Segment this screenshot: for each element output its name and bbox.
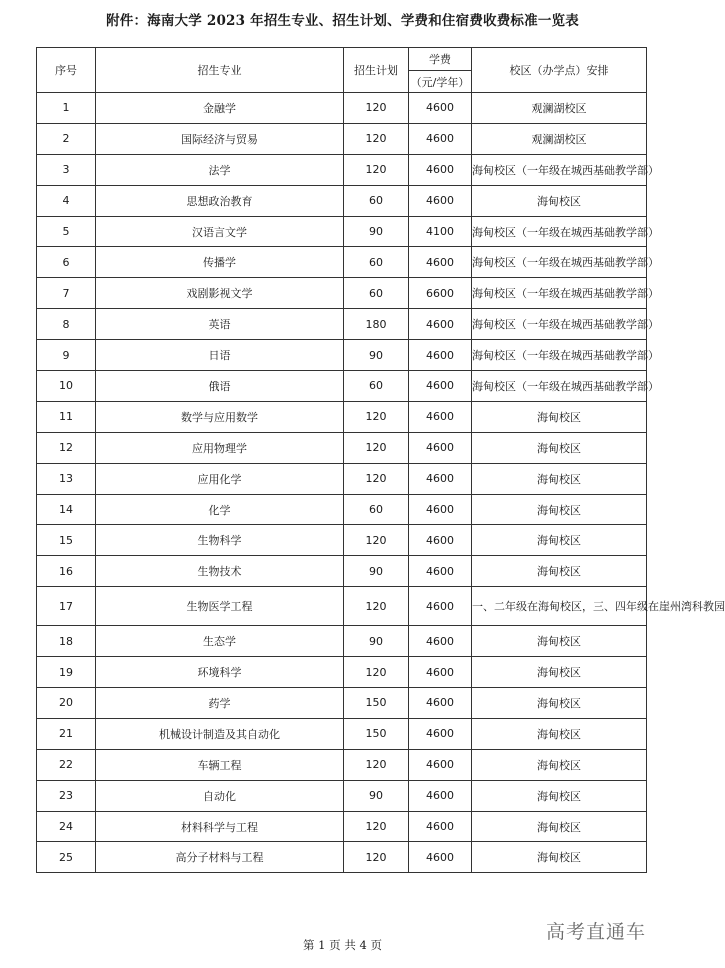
cell-campus: 海甸校区 — [472, 401, 647, 432]
cell-major: 机械设计制造及其自动化 — [96, 718, 344, 749]
cell-major: 生态学 — [96, 626, 344, 657]
cell-plan: 120 — [344, 154, 409, 185]
cell-major: 生物技术 — [96, 556, 344, 587]
cell-campus: 海甸校区（一年级在城西基础教学部） — [472, 278, 647, 309]
table-row — [37, 185, 647, 216]
cell-plan: 60 — [344, 247, 409, 278]
cell-index: 21 — [37, 718, 96, 749]
cell-plan: 90 — [344, 780, 409, 811]
cell-index: 8 — [37, 309, 96, 340]
cell-plan: 90 — [344, 216, 409, 247]
cell-plan: 120 — [344, 811, 409, 842]
table-row — [37, 278, 647, 309]
cell-index: 24 — [37, 811, 96, 842]
cell-campus: 海甸校区（一年级在城西基础教学部） — [472, 216, 647, 247]
cell-plan: 120 — [344, 401, 409, 432]
cell-major: 俄语 — [96, 371, 344, 402]
cell-plan: 120 — [344, 463, 409, 494]
cell-major: 思想政治教育 — [96, 185, 344, 216]
cell-plan: 120 — [344, 93, 409, 124]
cell-major: 日语 — [96, 340, 344, 371]
admission-fee-table — [36, 47, 725, 873]
cell-index: 3 — [37, 154, 96, 185]
cell-major: 戏剧影视文学 — [96, 278, 344, 309]
cell-tuition: 4600 — [409, 494, 472, 525]
cell-campus: 观澜湖校区 — [472, 123, 647, 154]
cell-tuition: 4600 — [409, 749, 472, 780]
page-footer: 第 1 页 共 4 页 — [303, 938, 382, 952]
cell-plan: 120 — [344, 749, 409, 780]
table-row — [37, 216, 647, 247]
header-campus: 校区（办学点）安排 — [472, 48, 647, 93]
cell-major: 传播学 — [96, 247, 344, 278]
cell-index: 23 — [37, 780, 96, 811]
cell-index: 22 — [37, 749, 96, 780]
table-row — [37, 309, 647, 340]
cell-plan: 120 — [344, 123, 409, 154]
cell-campus: 海甸校区 — [472, 749, 647, 780]
cell-major: 材料科学与工程 — [96, 811, 344, 842]
cell-major: 数学与应用数学 — [96, 401, 344, 432]
cell-major: 生物医学工程 — [96, 587, 344, 626]
cell-plan: 180 — [344, 309, 409, 340]
cell-campus: 海甸校区 — [472, 494, 647, 525]
cell-tuition: 4600 — [409, 185, 472, 216]
table-row — [37, 463, 647, 494]
cell-index: 11 — [37, 401, 96, 432]
cell-plan: 150 — [344, 718, 409, 749]
cell-major: 自动化 — [96, 780, 344, 811]
table-row — [37, 556, 647, 587]
cell-index: 12 — [37, 432, 96, 463]
cell-campus: 海甸校区（一年级在城西基础教学部） — [472, 247, 647, 278]
cell-major: 化学 — [96, 494, 344, 525]
table-row — [37, 587, 647, 626]
cell-major: 车辆工程 — [96, 749, 344, 780]
cell-tuition: 4600 — [409, 340, 472, 371]
cell-plan: 120 — [344, 657, 409, 688]
header-major: 招生专业 — [96, 48, 344, 93]
watermark-logo-text: 高考直通车 — [546, 921, 647, 943]
cell-campus: 海甸校区 — [472, 432, 647, 463]
cell-index: 13 — [37, 463, 96, 494]
cell-index: 4 — [37, 185, 96, 216]
cell-major: 应用化学 — [96, 463, 344, 494]
cell-campus: 海甸校区 — [472, 688, 647, 719]
cell-major: 法学 — [96, 154, 344, 185]
table-row — [37, 718, 647, 749]
cell-tuition: 4600 — [409, 123, 472, 154]
table-row — [37, 525, 647, 556]
cell-campus: 海甸校区 — [472, 525, 647, 556]
cell-plan: 90 — [344, 556, 409, 587]
cell-campus: 海甸校区 — [472, 556, 647, 587]
table-row — [37, 247, 647, 278]
cell-tuition: 4600 — [409, 432, 472, 463]
cell-tuition: 4600 — [409, 309, 472, 340]
table-row — [37, 749, 647, 780]
cell-tuition: 6600 — [409, 278, 472, 309]
cell-index: 2 — [37, 123, 96, 154]
cell-major: 应用物理学 — [96, 432, 344, 463]
cell-index: 1 — [37, 93, 96, 124]
cell-tuition: 4600 — [409, 626, 472, 657]
cell-plan: 120 — [344, 842, 409, 873]
table-row — [37, 93, 647, 124]
cell-tuition: 4600 — [409, 811, 472, 842]
cell-plan: 60 — [344, 494, 409, 525]
cell-index: 15 — [37, 525, 96, 556]
cell-tuition: 4600 — [409, 718, 472, 749]
cell-major: 生物科学 — [96, 525, 344, 556]
header-tuition-unit: （元/学年） — [409, 71, 472, 93]
cell-campus: 海甸校区 — [472, 626, 647, 657]
cell-major: 国际经济与贸易 — [96, 123, 344, 154]
cell-campus: 海甸校区（一年级在城西基础教学部） — [472, 309, 647, 340]
table-row — [37, 432, 647, 463]
table-row — [37, 401, 647, 432]
cell-campus: 海甸校区（一年级在城西基础教学部） — [472, 340, 647, 371]
table-row — [37, 688, 647, 719]
cell-major: 英语 — [96, 309, 344, 340]
cell-major: 汉语言文学 — [96, 216, 344, 247]
cell-tuition: 4600 — [409, 688, 472, 719]
cell-plan: 120 — [344, 525, 409, 556]
table-row — [37, 842, 647, 873]
cell-campus: 海甸校区 — [472, 811, 647, 842]
cell-major: 高分子材料与工程 — [96, 842, 344, 873]
cell-campus: 一、二年级在海甸校区，三、四年级在崖州湾科教园 — [472, 587, 647, 626]
cell-tuition: 4600 — [409, 657, 472, 688]
cell-index: 18 — [37, 626, 96, 657]
cell-major: 药学 — [96, 688, 344, 719]
cell-index: 17 — [37, 587, 96, 626]
table-body — [37, 93, 725, 873]
cell-campus: 海甸校区（一年级在城西基础教学部） — [472, 371, 647, 402]
cell-campus: 海甸校区 — [472, 842, 647, 873]
cell-plan: 60 — [344, 185, 409, 216]
cell-tuition: 4600 — [409, 154, 472, 185]
table-row — [37, 371, 647, 402]
cell-index: 14 — [37, 494, 96, 525]
document-title: 附件：海南大学 2023 年招生专业、招生计划、学费和住宿费收费标准一览表 — [106, 13, 579, 29]
header-tuition: 学费 — [409, 48, 472, 71]
cell-index: 7 — [37, 278, 96, 309]
table-row — [37, 340, 647, 371]
cell-tuition: 4600 — [409, 371, 472, 402]
cell-tuition: 4100 — [409, 216, 472, 247]
cell-tuition: 4600 — [409, 525, 472, 556]
cell-index: 25 — [37, 842, 96, 873]
table-row — [37, 780, 647, 811]
cell-index: 16 — [37, 556, 96, 587]
cell-tuition: 4600 — [409, 93, 472, 124]
cell-index: 19 — [37, 657, 96, 688]
cell-tuition: 4600 — [409, 401, 472, 432]
cell-plan: 120 — [344, 432, 409, 463]
table-row — [37, 626, 647, 657]
cell-tuition: 4600 — [409, 587, 472, 626]
cell-campus: 海甸校区（一年级在城西基础教学部） — [472, 154, 647, 185]
cell-plan: 120 — [344, 587, 409, 626]
cell-campus: 海甸校区 — [472, 657, 647, 688]
table-row — [37, 657, 647, 688]
cell-major: 环境科学 — [96, 657, 344, 688]
cell-tuition: 4600 — [409, 556, 472, 587]
cell-campus: 海甸校区 — [472, 185, 647, 216]
header-index: 序号 — [37, 48, 96, 93]
table-row — [37, 123, 647, 154]
cell-index: 20 — [37, 688, 96, 719]
cell-index: 6 — [37, 247, 96, 278]
header-plan: 招生计划 — [344, 48, 409, 93]
cell-index: 5 — [37, 216, 96, 247]
cell-major: 金融学 — [96, 93, 344, 124]
table-header — [37, 48, 647, 93]
cell-tuition: 4600 — [409, 780, 472, 811]
cell-campus: 海甸校区 — [472, 718, 647, 749]
cell-plan: 60 — [344, 278, 409, 309]
cell-index: 9 — [37, 340, 96, 371]
cell-tuition: 4600 — [409, 247, 472, 278]
table-row — [37, 811, 647, 842]
cell-campus: 海甸校区 — [472, 463, 647, 494]
cell-tuition: 4600 — [409, 463, 472, 494]
table-row — [37, 154, 647, 185]
cell-plan: 90 — [344, 340, 409, 371]
cell-plan: 150 — [344, 688, 409, 719]
table-row — [37, 494, 647, 525]
cell-campus: 海甸校区 — [472, 780, 647, 811]
cell-index: 10 — [37, 371, 96, 402]
cell-plan: 90 — [344, 626, 409, 657]
cell-tuition: 4600 — [409, 842, 472, 873]
cell-plan: 60 — [344, 371, 409, 402]
cell-campus: 观澜湖校区 — [472, 93, 647, 124]
